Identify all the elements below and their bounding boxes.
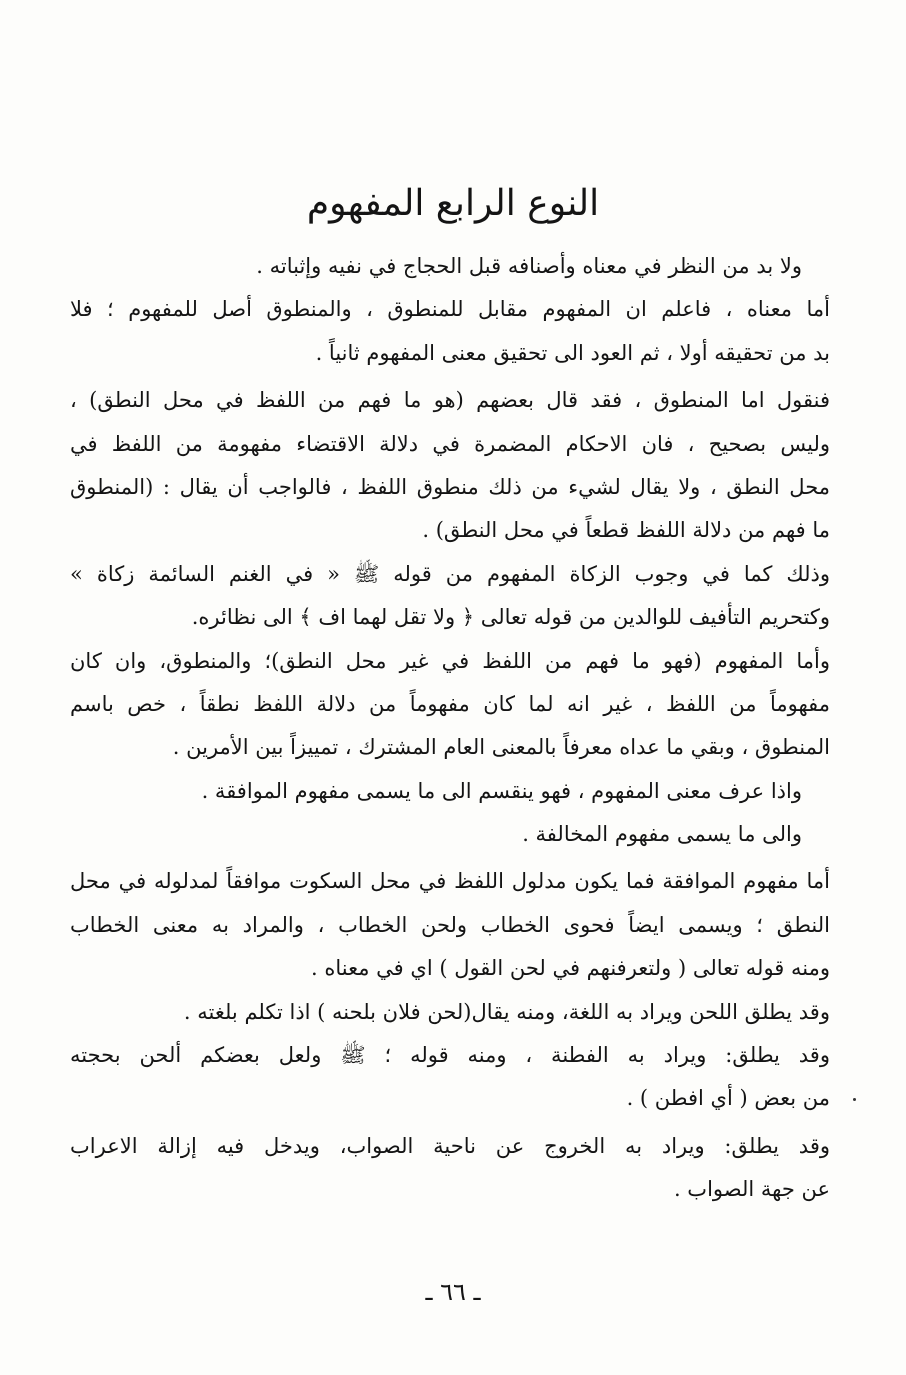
body-text	[70, 245, 830, 1212]
paragraph	[70, 553, 830, 640]
text-line: والى ما يسمى مفهوم المخالفة .	[522, 822, 802, 847]
text-line: وليس بصحيح ، فان الاحكام المضمرة في دلالة الاقتضاء مفهومة من اللفظ في	[70, 431, 830, 456]
text-line: مفهوماً من اللفظ ، غير انه لما كان مفهوماً من دلالة اللفظ نطقاً ، خص باسم	[70, 691, 830, 716]
text-line: المنطوق ، وبقي ما عداه معرفاً بالمعنى العام المشترك ، تمييزاً بين الأمرين .	[172, 735, 830, 760]
text-line: عن جهة الصواب .	[673, 1177, 830, 1202]
text-line: أما مفهوم الموافقة فما يكون مدلول اللفظ في محل السكوت موافقاً لمدلوله في محل	[70, 869, 830, 894]
text-line: من بعض ( أي افطن ) .	[626, 1086, 830, 1111]
text-line: ولا بد من النظر في معناه وأصنافه قبل الحجاج في نفيه وإثباته .	[256, 254, 802, 278]
chapter-heading: النوع الرابع المفهوم	[306, 183, 600, 225]
page-number: ـ ٦٦ ـ	[425, 1278, 481, 1306]
text-line: فنقول اما المنطوق ، فقد قال بعضهم (هو ما فهم من اللفظ في محل النطق) ،	[70, 388, 830, 413]
text-line: وقد يطلق: ويراد به الفطنة ، ومنه قوله ؛ ﷺ ولعل بعضكم ألحن بحجته	[70, 1043, 830, 1068]
text-line: وكتحريم التأفيف للوالدين من قوله تعالى ﴿ ولا تقل لهما اف ﴾ الى نظائره.	[191, 605, 830, 630]
scan-speck	[853, 1098, 856, 1101]
paragraph	[70, 379, 830, 553]
paragraph	[70, 991, 830, 1034]
text-line: وقد يطلق اللحن ويراد به اللغة، ومنه يقال(لحن فلان بلحنه ) اذا تكلم بلغته .	[183, 999, 830, 1024]
text-line: أما معناه ، فاعلم ان المفهوم مقابل للمنطوق ، والمنطوق أصل للمفهوم ؛ فلا	[70, 297, 830, 322]
paragraph	[70, 860, 830, 990]
text-line: النطق ؛ ويسمى ايضاً فحوى الخطاب ولحن الخطاب ، والمراد به معنى الخطاب	[70, 912, 830, 937]
text-line: محل النطق ، ولا يقال لشيء من ذلك منطوق اللفظ ، فالواجب أن يقال : (المنطوق	[70, 474, 830, 499]
paragraph	[70, 770, 830, 857]
paragraph	[70, 245, 830, 288]
text-line: وذلك كما في وجوب الزكاة المفهوم من قوله ﷺ « في الغنم السائمة زكاة »	[70, 561, 830, 586]
paragraph	[70, 288, 830, 375]
text-line: ومنه قوله تعالى ( ولتعرفنهم في لحن القول ) اي في معناه .	[311, 956, 830, 981]
paragraph	[70, 1034, 830, 1121]
text-line: واذا عرف معنى المفهوم ، فهو ينقسم الى ما يسمى مفهوم الموافقة .	[201, 778, 802, 803]
text-line: وأما المفهوم (فهو ما فهم من اللفظ في غير محل النطق)؛ والمنطوق، وان كان	[70, 648, 830, 673]
paragraph	[70, 640, 830, 770]
paragraph	[70, 1125, 830, 1212]
text-line: ما فهم من دلالة اللفظ قطعاً في محل النطق) .	[422, 518, 830, 543]
text-line: بد من تحقيقه أولا ، ثم العود الى تحقيق معنى المفهوم ثانياً .	[315, 340, 830, 365]
text-line: وقد يطلق: ويراد به الخروج عن ناحية الصواب، ويدخل فيه إزالة الاعراب	[70, 1133, 830, 1158]
